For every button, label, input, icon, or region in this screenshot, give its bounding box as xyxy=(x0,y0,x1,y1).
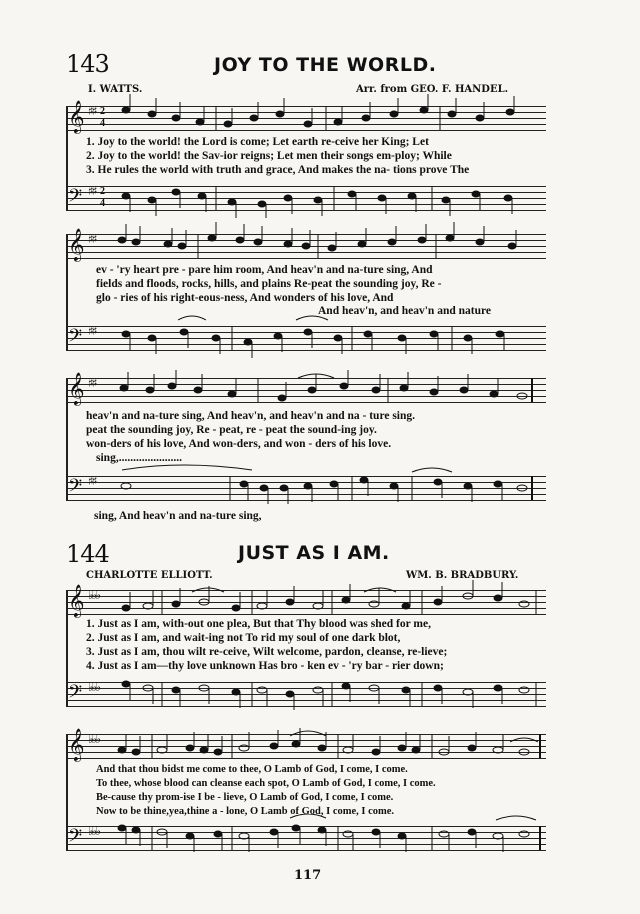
system-brace xyxy=(66,106,68,210)
treble-staff xyxy=(66,372,546,405)
lyric-line: ev - 'ry heart pre - pare him room, And heav'n and na-ture sing, And xyxy=(96,264,433,276)
key-signature-icon: ♭♭♭ xyxy=(88,824,99,838)
hymn-title: JUST AS I AM. xyxy=(238,542,390,564)
notes-icon xyxy=(112,722,542,770)
lyric-line: glo - ries of his right-eous-ness, And wonders of his love, And xyxy=(96,292,394,304)
bass-clef-icon: 𝄢 xyxy=(68,476,83,501)
notes-icon xyxy=(112,464,542,512)
lyric-line: And that thou bidst me come to thee, O Lamb of God, I come, I come. xyxy=(96,764,408,775)
bass-staff xyxy=(66,826,546,850)
bass-staff xyxy=(66,682,546,706)
notes-icon xyxy=(112,174,542,222)
time-signature-icon: 2 4 xyxy=(100,186,105,209)
system-brace xyxy=(66,378,68,500)
treble-staff xyxy=(66,584,546,617)
system-brace xyxy=(66,234,68,350)
key-signature-icon: ♭♭♭ xyxy=(88,588,99,602)
treble-staff xyxy=(66,100,546,133)
key-signature-icon: ♭♭♭ xyxy=(88,732,99,746)
treble-clef-icon: 𝄞 xyxy=(68,584,85,617)
bass-lyric-line: And heav'n, and heav'n and nature xyxy=(318,305,491,317)
page-number: 117 xyxy=(294,868,322,883)
hymn-number: 143 xyxy=(66,50,109,78)
treble-staff xyxy=(66,228,546,261)
bass-clef-icon: 𝄢 xyxy=(68,826,83,851)
key-signature-icon: ♯♯ xyxy=(88,376,96,390)
lyric-line: 2. Just as I am, and wait-ing not To rid my soul of one dark blot, xyxy=(86,632,401,644)
lyric-line: 3. Just as I am, thou wilt re-ceive, Wilt welcome, pardon, cleanse, re-lieve; xyxy=(86,646,448,658)
bass-clef-icon: 𝄢 xyxy=(68,326,83,351)
lyric-line: 1. Just as I am, with-out one plea, But that Thy blood was shed for me, xyxy=(86,618,431,630)
lyric-line: fields and floods, rocks, hills, and plains Re-peat the sounding joy, Re - xyxy=(96,278,442,290)
bass-staff xyxy=(66,186,546,210)
notes-icon xyxy=(112,366,542,414)
hymn-title: JOY TO THE WORLD. xyxy=(214,54,437,76)
lyric-line: 2. Joy to the world! the Sav-ior reigns; Let men their songs em-ploy; While xyxy=(86,150,452,162)
key-signature-icon: ♯♯ xyxy=(88,232,96,246)
bass-clef-icon: 𝄢 xyxy=(68,186,83,211)
notes-icon xyxy=(112,222,542,270)
key-signature-icon: ♯♯ xyxy=(88,324,96,338)
lyric-line: heav'n and na-ture sing, And heav'n, and heav'n and na - ture sing. xyxy=(86,410,416,422)
key-signature-icon: ♯♯ xyxy=(88,184,96,198)
lyric-line: 1. Joy to the world! the Lord is come; Let earth re-ceive her King; Let xyxy=(86,136,429,148)
lyric-line: 4. Just as I am—thy love unknown Has bro - ken ev - 'ry bar - rier down; xyxy=(86,660,444,672)
lyric-line: Now to be thine,yea,thine a - lone, O Lamb of God, I come, I come. xyxy=(96,806,395,817)
composer-credit: Arr. from GEO. F. HANDEL. xyxy=(356,84,509,95)
notes-icon xyxy=(112,94,542,142)
key-signature-icon: ♯♯ xyxy=(88,474,96,488)
treble-clef-icon: 𝄞 xyxy=(68,728,85,761)
notes-icon xyxy=(112,814,542,862)
treble-clef-icon: 𝄞 xyxy=(68,372,85,405)
notes-icon xyxy=(112,670,542,718)
lyric-line: Be-cause thy prom-ise I be - lieve, O Lamb of God, I come, I come. xyxy=(96,792,394,803)
lyric-line: 3. He rules the world with truth and grace, And makes the na- tions prove The xyxy=(86,164,470,176)
bass-lyric-line: sing, And heav'n and na-ture sing, xyxy=(94,510,262,522)
composer-credit: WM. B. BRADBURY. xyxy=(406,570,519,581)
treble-staff xyxy=(66,728,546,761)
tenor-lyric-line: sing,...................... xyxy=(96,452,182,464)
key-signature-icon: ♭♭♭ xyxy=(88,680,99,694)
time-signature-icon: 2 4 xyxy=(100,106,105,129)
lyricist-credit: CHARLOTTE ELLIOTT. xyxy=(86,570,213,581)
key-signature-icon: ♯♯ xyxy=(88,104,96,118)
system-brace xyxy=(66,734,68,850)
hymn-number: 144 xyxy=(66,540,109,568)
lyricist-credit: I. WATTS. xyxy=(88,84,143,95)
bass-staff xyxy=(66,326,546,350)
system-brace xyxy=(66,590,68,706)
notes-icon xyxy=(112,314,542,362)
lyric-line: peat the sounding joy, Re - peat, re - peat the sound-ing joy. xyxy=(86,424,377,436)
bass-clef-icon: 𝄢 xyxy=(68,682,83,707)
bass-staff xyxy=(66,476,546,500)
lyric-line: To thee, whose blood can cleanse each spot, O Lamb of God, I come, I come. xyxy=(96,778,436,789)
treble-clef-icon: 𝄞 xyxy=(68,228,85,261)
treble-clef-icon: 𝄞 xyxy=(68,100,85,133)
lyric-line: won-ders of his love, And won-ders, and won - ders of his love. xyxy=(86,438,392,450)
